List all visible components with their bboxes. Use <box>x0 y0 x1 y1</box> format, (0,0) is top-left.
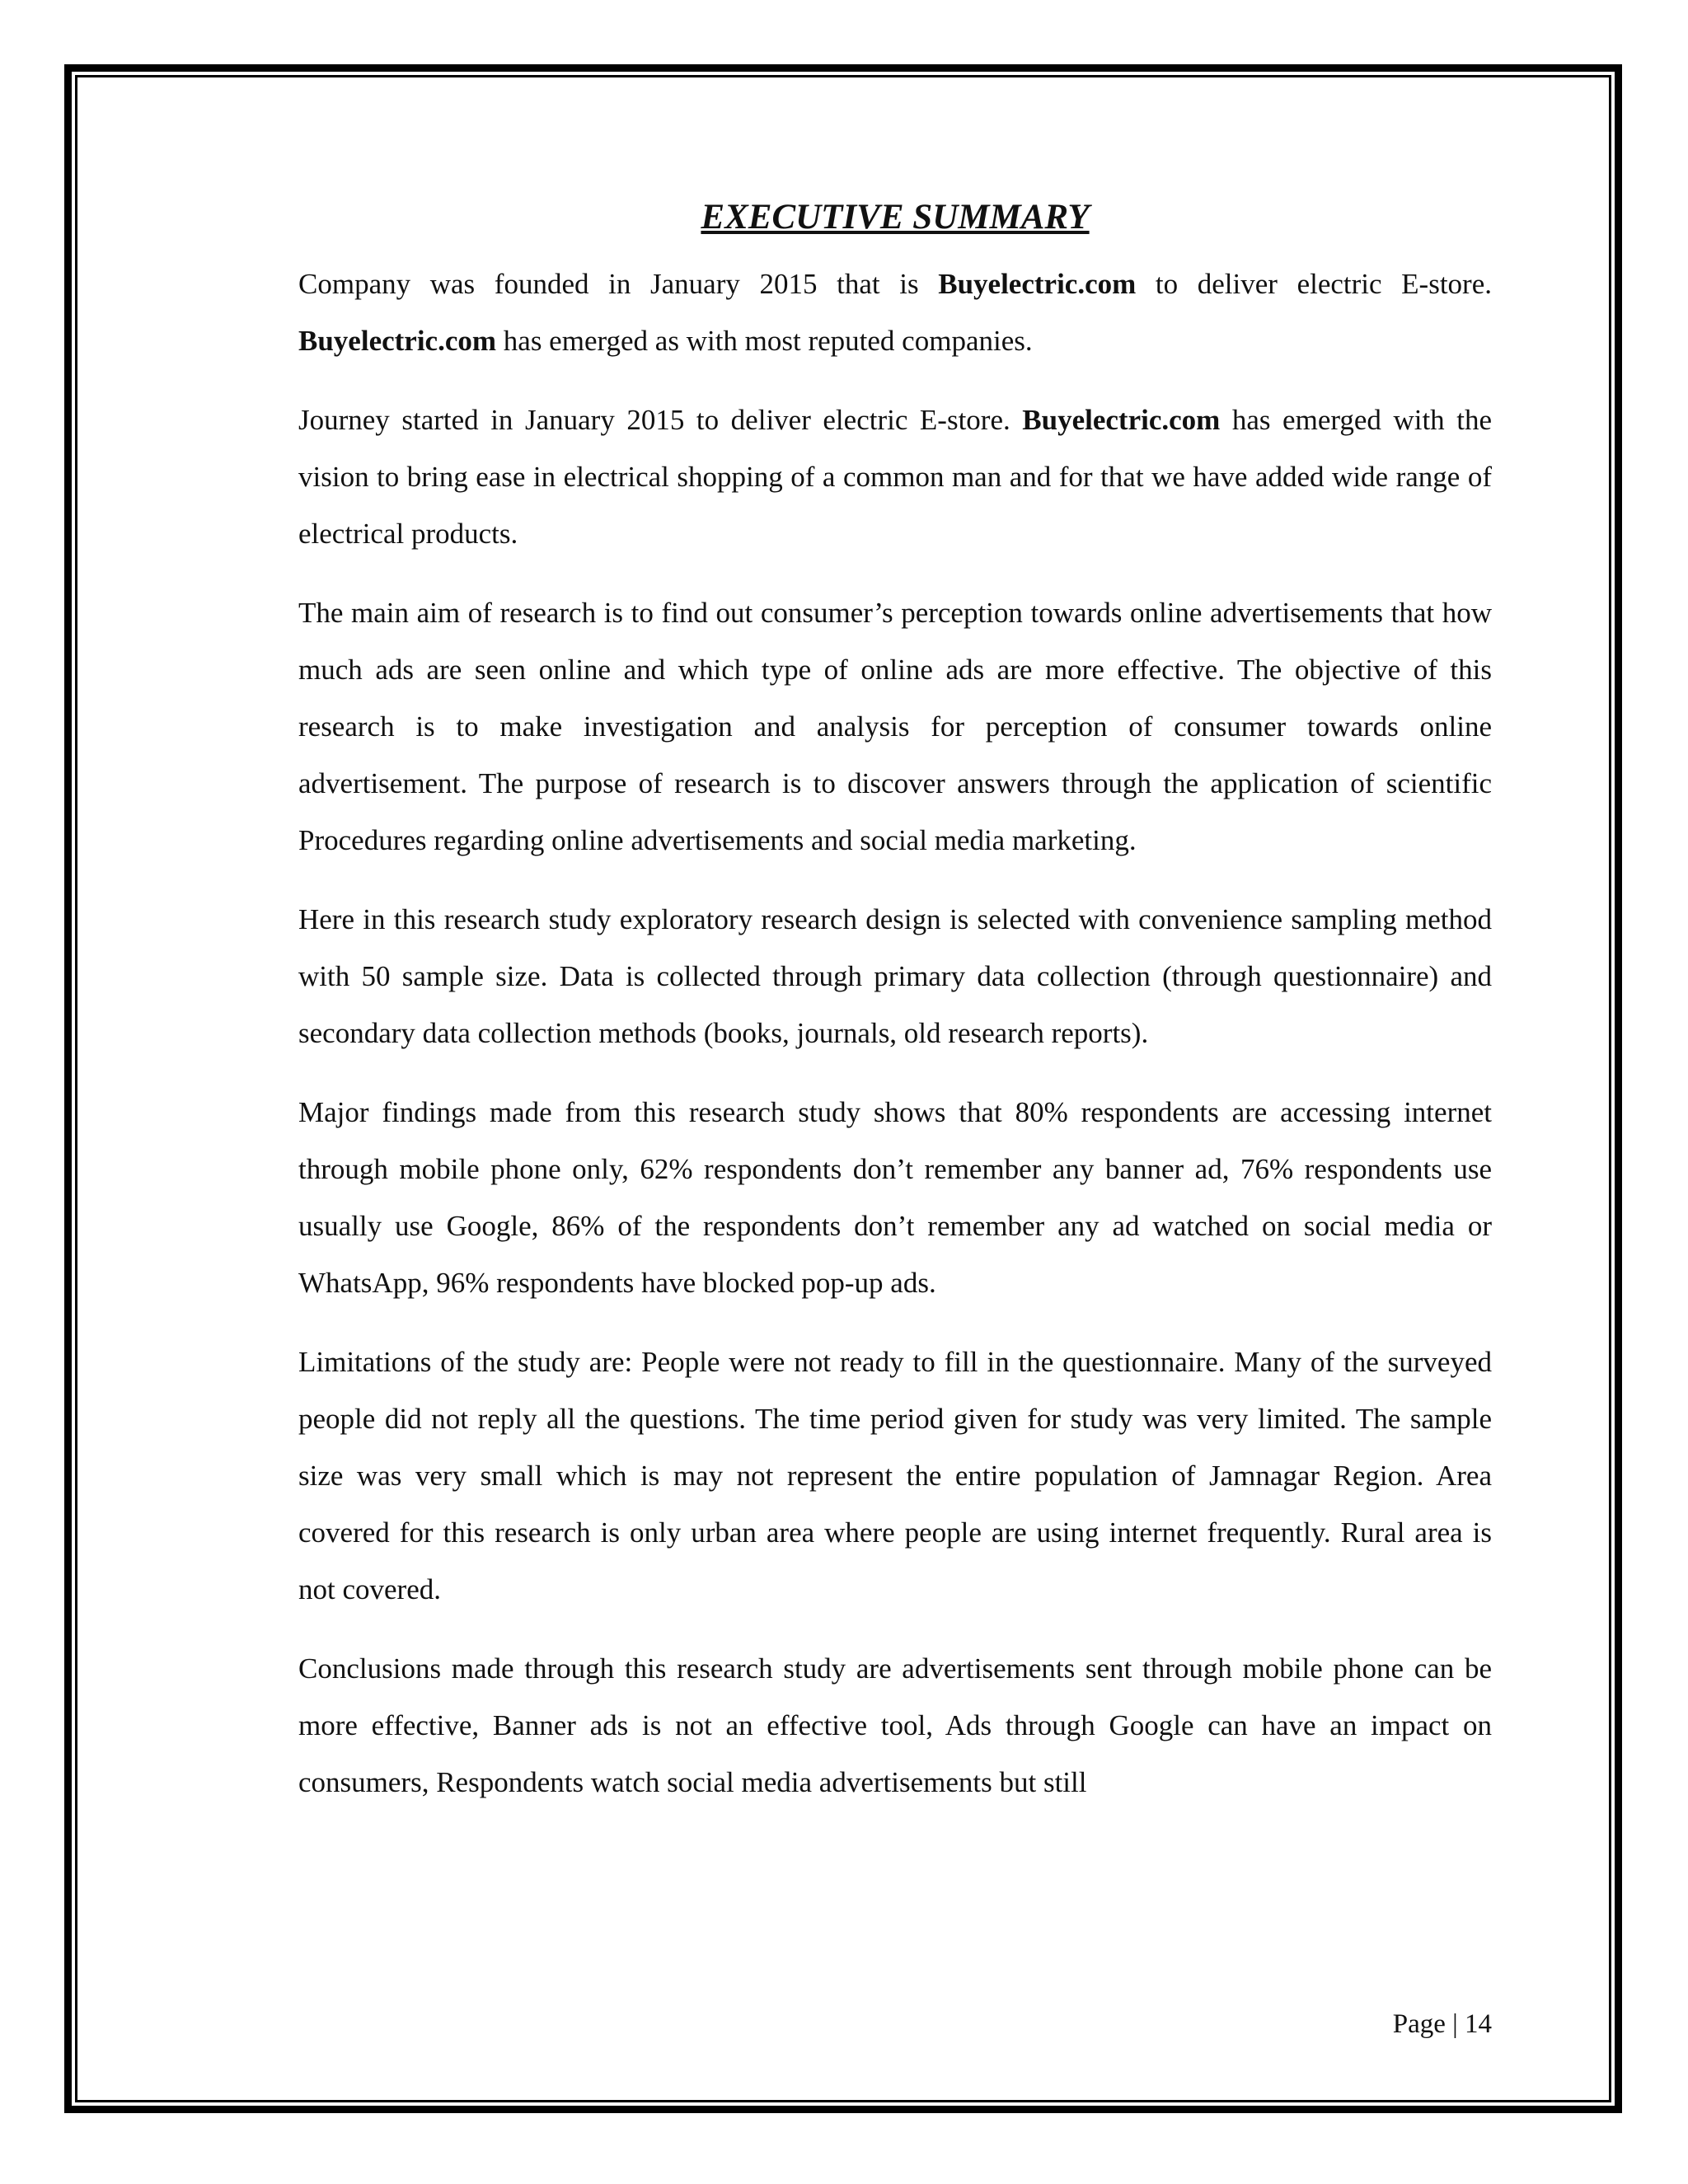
paragraph-research-design: Here in this research study exploratory research design is selected with convenience sampling method with 50 sample size. Data is collected through primary data collection (through questionnaire) and secondary data collection methods (books, journals, old research reports). <box>298 903 1492 1049</box>
document-body <box>298 194 1492 1833</box>
text-run: to deliver electric E-store. <box>1136 268 1493 300</box>
page-title: EXECUTIVE SUMMARY <box>701 198 1090 237</box>
text-run: Company was founded in January 2015 that is <box>298 268 939 300</box>
text-run: has emerged with the vision to bring ease in electrical shopping of a common man and for that we have added wide range of electrical products. <box>298 404 1492 550</box>
paragraph-conclusions: Conclusions made through this research study are advertisements sent through mobile phone can be more effective, Banner ads is not an effective tool, Ads through Google can have an impact on consumers, Respondents watch social media advertisements but still <box>298 1652 1492 1798</box>
company-name: Buyelectric.com <box>1022 404 1221 436</box>
paragraph-limitations: Limitations of the study are: People were not ready to fill in the questionnaire. Many of the surveyed people did not reply all the questions. The time period given for study was very limited. The sample size was very small which is may not represent the entire population of Jamnagar Region. Area covered for this research is only urban area where people are using internet frequently. Rural area is not covered. <box>298 1346 1492 1605</box>
paragraph-company-intro <box>298 255 1492 369</box>
paragraph-journey <box>298 391 1492 562</box>
paragraph-research-aim: The main aim of research is to find out consumer’s perception towards online advertisements that how much ads are seen online and which type of online ads are more effective. The objective of this research is to make investigation and analysis for perception of consumer towards online advertisement. The purpose of research is to discover answers through the application of scientific Procedures regarding online advertisements and social media marketing. <box>298 597 1492 856</box>
paragraph-major-findings: Major findings made from this research study shows that 80% respondents are accessing internet through mobile phone only, 62% respondents don’t remember any banner ad, 76% respondents use usually use Google, 86% of the respondents don’t remember any ad watched on social media or WhatsApp, 96% respondents have blocked pop-up ads. <box>298 1096 1492 1299</box>
company-name: Buyelectric.com <box>298 325 497 357</box>
page-number: Page | 14 <box>1392 2009 1492 2039</box>
text-run: has emerged as with most reputed companies. <box>496 325 1033 357</box>
text-run: Journey started in January 2015 to deliver electric E-store. <box>298 404 1023 436</box>
company-name: Buyelectric.com <box>938 268 1137 300</box>
